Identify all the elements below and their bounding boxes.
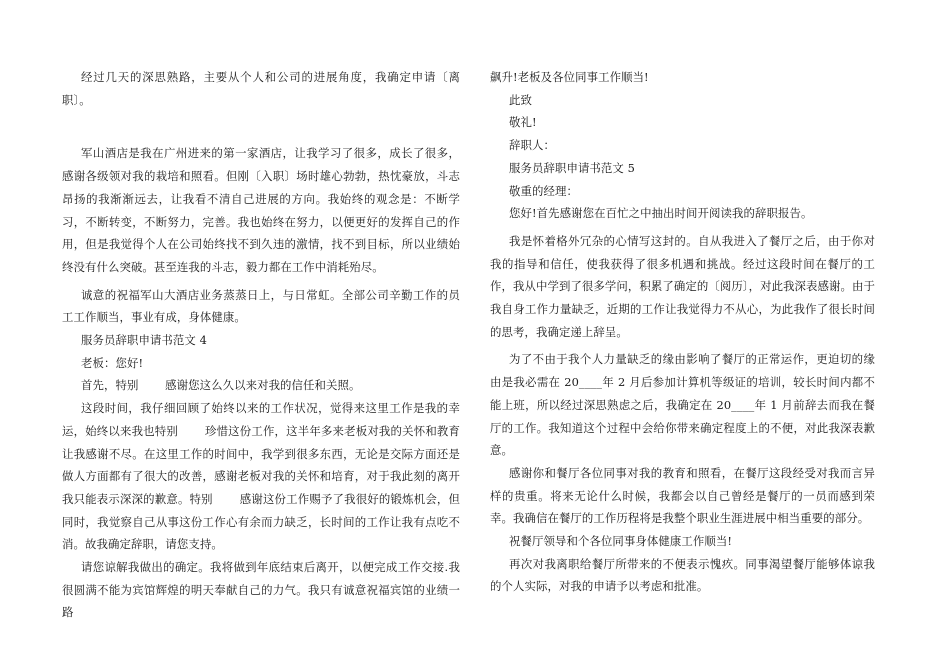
paragraph: 首先，特别 感谢您这么久以来对我的信任和关照。 <box>81 378 361 393</box>
paragraph: 诚意的祝福军山大酒店业务蒸蒸日上，与日常虹。全部公司辛勤工作的员工工作顺当，事业有成，身体健康。 <box>62 287 460 325</box>
paragraph: 再次对我离职给餐厅所带来的不便表示愧疚。同事渴望餐厅能够体谅我的个人实际，对我的申请予以考虑和批准。 <box>490 556 875 594</box>
spacer <box>62 111 460 142</box>
paragraph: 这段时间，我仔细回顾了始终以来的工作状况，觉得来这里工作是我的幸运，始终以来我也特别 珍惜这份工作，这半年多来老板对我的关怀和教育让我感谢不尽。在这里工作的时间中，我学到很多东西，无论是交际方面还是做人方面都有了很大的改善，感谢老板对我的关怀和培育，对于我此刻的离开我只能表示深深的歉意。特别 感谢这份工作赐予了我很好的锻炼机会，但同时，我觉察自己从事这份工作心有余而力缺乏，长时间的工作让我有点吃不消。故我确定辞职，请您支持。 <box>62 401 460 552</box>
paragraph: 您好!首先感谢您在百忙之中抽出时间开阅读我的辞职报告。 <box>509 206 813 221</box>
signature-line: 辞职人： <box>509 138 555 153</box>
paragraph: 飙升!老板及各位同事工作顺当! <box>490 70 649 84</box>
paragraph: 请您谅解我做出的确定。我将做到年底结束后离开，以便完成工作交接.我很圆满不能为宾馆辉煌的明天奉献自己的力气。我只有诚意祝福宾馆的业绩一路 <box>62 560 460 620</box>
paragraph: 祝餐厅领导和个各位同事身体健康工作顺当! <box>509 534 733 549</box>
paragraph: 经过几天的深思熟路，主要从个人和公司的进展角度，我确定申请〔离职〕。 <box>62 70 460 107</box>
section-heading: 服务员辞职申请书范文 5 <box>509 160 635 175</box>
closing-line: 敬礼! <box>509 115 537 130</box>
left-column <box>62 66 460 624</box>
paragraph: 感谢你和餐厅各位同事对我的教育和照看，在餐厅这段经受对我而言异样的贵重。将来无论什么时候，我都会以自己曾经是餐厅的一员而感到荣幸。我确信在餐厅的工作历程将是我整个职业生涯进展中相当重要的部分。 <box>490 465 875 526</box>
section-heading: 服务员辞职申请书范文 4 <box>81 333 207 348</box>
salutation: 敬重的经理： <box>509 183 578 198</box>
closing-line: 此致 <box>509 92 532 107</box>
paragraph: 为了不由于我个人力量缺乏的缘由影响了餐厅的正常运作，更迫切的缘由是我必需在 20____年 2 月后参加计算机等级证的培训，较长时间内都不能上班，所以经过深思熟虑之后，我确定在 20____年 1 月前辞去而我在餐厅的工作。我知道这个过程中会给你带来确定程度上的不便，对此我深表歉意。 <box>490 352 875 458</box>
salutation: 老板：您好! <box>81 355 144 370</box>
right-column <box>490 66 875 598</box>
paragraph: 军山酒店是我在广州进来的第一家酒店，让我学习了很多，成长了很多，感谢各级领对我的栽培和照看。但刚〔入职〕场时雄心勃勃，热忱豪放，斗志昂扬的我渐渐远去，让我看不清自己进展的方向。我始终的观念是：不断学习，不断转变，不断努力，完善。我也始终在努力，以便更好的发挥自己的作用，但是我觉得个人在公司始终找不到久违的激情，找不到目标，所以业绩始终没有什么突破。甚至连我的斗志，毅力都在工作中消耗殆尽。 <box>62 146 460 274</box>
paragraph: 我是怀着格外冗杂的心情写这封的。自从我进入了餐厅之后，由于你对我的指导和信任，使我获得了很多机遇和挑战。经过这段时间在餐厅的工作，我从中学到了很多学问，积累了确定的〔阅历〕，对此我深表感谢。由于我自身工作力量缺乏，近期的工作让我觉得力不从心，为此我作了很长时间的思考，我确定递上辞呈。 <box>490 233 875 339</box>
